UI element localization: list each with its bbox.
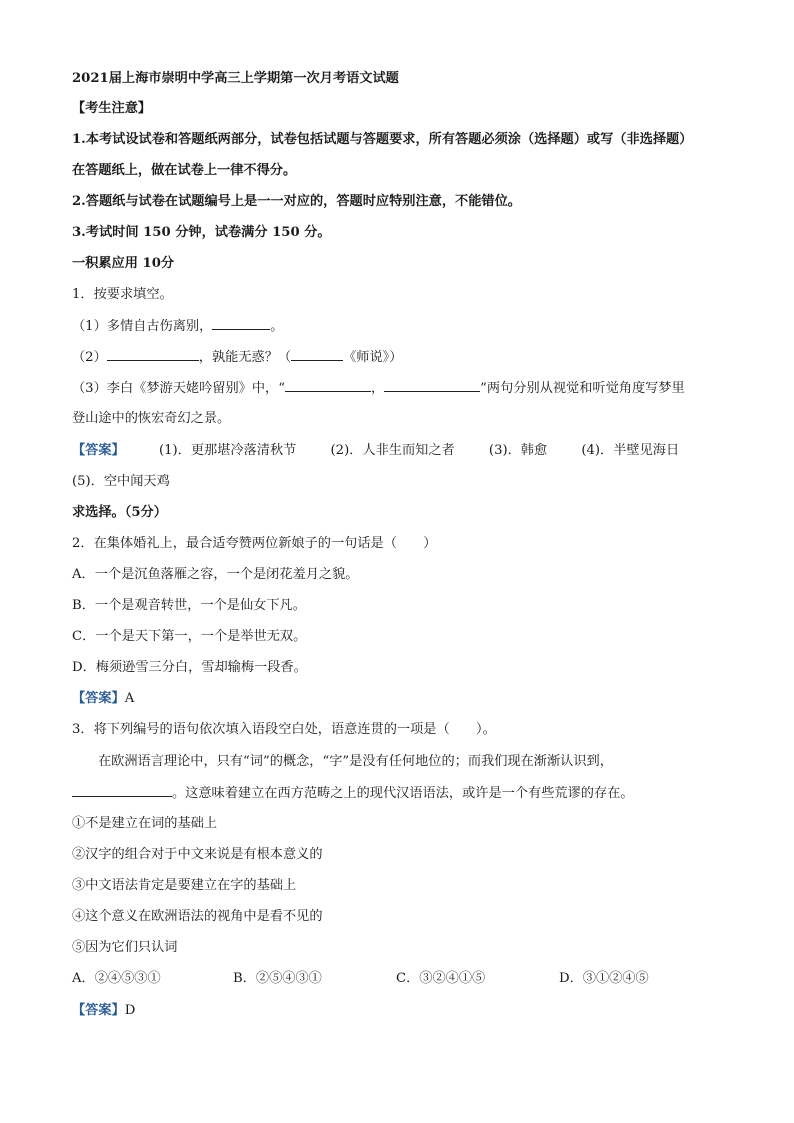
notice-1-cont: 在答题纸上，做在试卷上一律不得分。 xyxy=(72,163,297,178)
q3-item-3: ③中文语法肯定是要建立在字的基础上 xyxy=(72,878,297,893)
q1-answer xyxy=(72,442,679,460)
notice-header: 【考生注意】 xyxy=(72,101,152,116)
q1-p2-text: （2） xyxy=(72,350,107,365)
q3-option-b: B．②⑤④③① xyxy=(233,971,322,986)
q1-answer-4: (4)．半壁见海日 xyxy=(581,443,680,458)
q3-item-4: ④这个意义在欧洲语法的视角中是看不见的 xyxy=(72,909,323,924)
q1-p3-text: （3）李白《梦游天姥吟留别》中，“ xyxy=(72,381,285,396)
q1-p3-blank-2 xyxy=(384,379,480,392)
q1-p3-mid: ， xyxy=(370,381,385,396)
q3-option-d: D．③①②④⑤ xyxy=(559,971,649,986)
q1-answer-3: (3)．韩愈 xyxy=(488,443,548,458)
q1-part-1 xyxy=(72,317,283,336)
q1-p3-end: ”两句分别从视觉和听觉角度写梦里 xyxy=(480,381,685,396)
q1-p2-mid: ，孰能无惑？（ xyxy=(198,350,292,365)
q2-option-b: B．一个是观音转世，一个是仙女下凡。 xyxy=(72,598,306,613)
q1-part-2 xyxy=(72,348,402,367)
q2-option-a: A．一个是沉鱼落雁之容，一个是闭花羞月之貌。 xyxy=(72,567,359,582)
q3-item-5: ⑤因为它们只认词 xyxy=(72,940,178,955)
q1-p2-blank-1 xyxy=(107,348,199,361)
q1-part-3-cont: 登山途中的恢宏奇幻之景。 xyxy=(72,411,231,426)
q3-item-2: ②汉字的组合对于中文来说是有根本意义的 xyxy=(72,847,323,862)
q1-answer-2: (2)．人非生而知之者 xyxy=(330,443,455,458)
q1-p1-text: （1）多情自古伤离别， xyxy=(72,319,213,334)
q2-answer-value: A xyxy=(124,691,135,706)
q2-option-d: D．梅须逊雪三分白，雪却输梅一段香。 xyxy=(72,660,307,675)
q3-paragraph-cont xyxy=(72,784,634,803)
q1-p1-blank xyxy=(212,317,270,330)
q1-p2-end: 《师说》） xyxy=(343,350,403,365)
q3-blank xyxy=(72,784,172,797)
answer-tag: 【答案】 xyxy=(72,1003,125,1018)
q3-paragraph: 在欧洲语言理论中，只有“词”的概念，“字”是没有任何地位的；而我们现在渐渐认识到， xyxy=(98,754,613,769)
q3-answer xyxy=(72,1002,135,1020)
page-title: 2021届上海市崇明中学高三上学期第一次月考语文试题 xyxy=(72,71,399,86)
q3-stem: 3．将下列编号的语句依次填入语段空白处，语意连贯的一项是（ ）。 xyxy=(72,722,496,737)
q1-answer-5: (5)．空中闻天鸡 xyxy=(72,474,170,489)
q3-option-c: C．③②④①⑤ xyxy=(396,971,486,986)
q1-answer-1: (1)．更那堪冷落清秋节 xyxy=(158,443,297,458)
q1-stem: 1．按要求填空。 xyxy=(72,287,173,302)
section-heading-2: 求选择。（5分） xyxy=(72,505,167,520)
q2-option-c: C．一个是天下第一，一个是举世无双。 xyxy=(72,629,307,644)
section-heading-1: 一积累应用 10分 xyxy=(72,256,175,271)
answer-tag: 【答案】 xyxy=(72,691,125,706)
q3-option-a: A．②④⑤③① xyxy=(72,971,161,986)
q1-part-3 xyxy=(72,379,685,398)
q3-paragraph-end: 。这意味着建立在西方范畴之上的现代汉语语法，或许是一个有些荒谬的存在。 xyxy=(172,786,634,801)
notice-1: 1.本考试设试卷和答题纸两部分，试卷包括试题与答题要求，所有答题必须涂（选择题）或写（非选择题） xyxy=(72,132,693,147)
q3-item-1: ①不是建立在词的基础上 xyxy=(72,816,218,831)
q2-stem: 2．在集体婚礼上，最合适夸赞两位新娘子的一句话是（ ） xyxy=(72,536,437,551)
q3-answer-value: D xyxy=(124,1003,136,1018)
q2-answer xyxy=(72,690,134,708)
q1-p1-end: 。 xyxy=(270,319,284,334)
notice-2: 2.答题纸与试卷在试题编号上是一一对应的，答题时应特别注意，不能错位。 xyxy=(72,194,521,209)
q1-p2-blank-2 xyxy=(291,348,343,361)
answer-tag: 【答案】 xyxy=(72,443,125,458)
notice-3: 3.考试时间 150 分钟，试卷满分 150 分。 xyxy=(72,225,331,240)
q1-p3-blank-1 xyxy=(285,379,371,392)
